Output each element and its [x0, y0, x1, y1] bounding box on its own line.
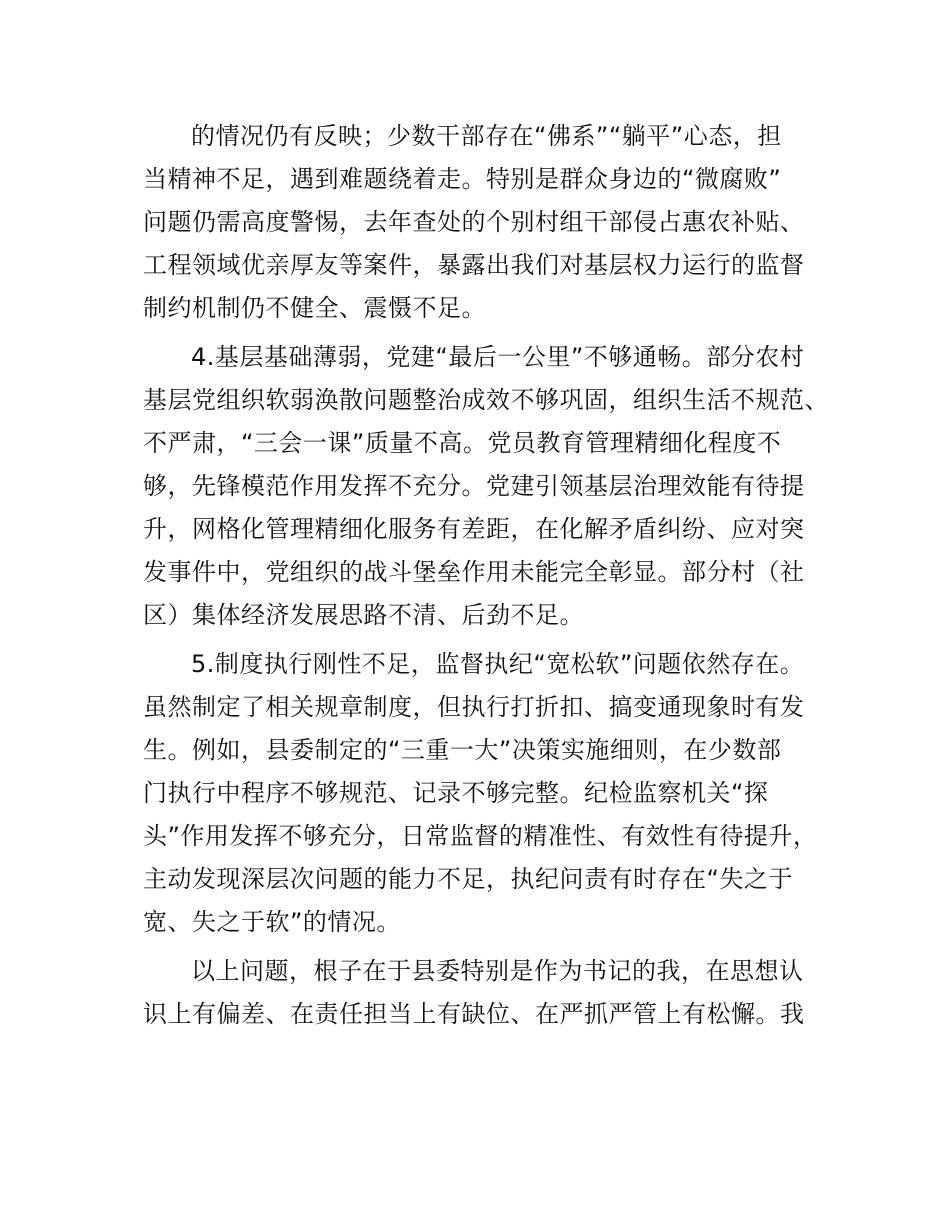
paragraph-line: 5.制度执行刚性不足，监督执纪“宽松软”问题依然存在。	[191, 650, 805, 678]
paragraph-line: 门执行中程序不够规范、记录不够完整。纪检监察机关“探	[143, 779, 769, 807]
paragraph-line: 主动发现深层次问题的能力不足，执纪问责有时存在“失之于	[143, 865, 793, 893]
paragraph-line: 发事件中，党组织的战斗堡垒作用未能完全彰显。部分村（社	[143, 558, 805, 586]
paragraph-line: 升，网格化管理精细化服务有差距，在化解矛盾纠纷、应对突	[143, 515, 805, 543]
paragraph-line: 工程领域优亲厚友等案件，暴露出我们对基层权力运行的监督	[143, 251, 805, 279]
paragraph-4	[143, 950, 823, 1036]
paragraph-line: 头”作用发挥不够充分，日常监督的精准性、有效性有待提升，	[143, 822, 818, 850]
paragraph-line: 制约机制仍不健全、震慑不足。	[143, 294, 486, 322]
paragraph-line: 区）集体经济发展思路不清、后劲不足。	[143, 601, 584, 629]
document-body	[143, 115, 829, 1036]
paragraph-line: 够，先锋模范作用发挥不充分。党建引领基层治理效能有待提	[143, 472, 805, 500]
paragraph-3	[143, 643, 823, 944]
paragraph-line: 不严肃，“三会一课”质量不高。党员教育管理精细化程度不	[143, 429, 782, 457]
paragraph-1	[143, 115, 823, 330]
paragraph-line: 当精神不足，遇到难题绕着走。特别是群众身边的“微腐败”	[143, 165, 782, 193]
paragraph-line: 4.基层基础薄弱，党建“最后一公里”不够通畅。部分农村	[191, 343, 805, 371]
paragraph-line: 问题仍需高度警惕，去年查处的个别村组干部侵占惠农补贴、	[143, 208, 805, 236]
paragraph-line: 生。例如，县委制定的“三重一大”决策实施细则，在少数部	[143, 736, 782, 764]
paragraph-line: 虽然制定了相关规章制度，但执行打折扣、搞变通现象时有发	[143, 693, 805, 721]
paragraph-line: 宽、失之于软”的情况。	[143, 908, 401, 936]
paragraph-line: 基层党组织软弱涣散问题整治成效不够巩固，组织生活不规范、	[143, 386, 829, 414]
paragraph-line: 的情况仍有反映；少数干部存在“佛系”“躺平”心态，担	[191, 122, 782, 150]
paragraph-line: 以上问题，根子在于县委特别是作为书记的我，在思想认	[191, 957, 804, 985]
paragraph-line: 识上有偏差、在责任担当上有缺位、在严抓严管上有松懈。我	[143, 1000, 805, 1028]
paragraph-2	[143, 336, 829, 637]
